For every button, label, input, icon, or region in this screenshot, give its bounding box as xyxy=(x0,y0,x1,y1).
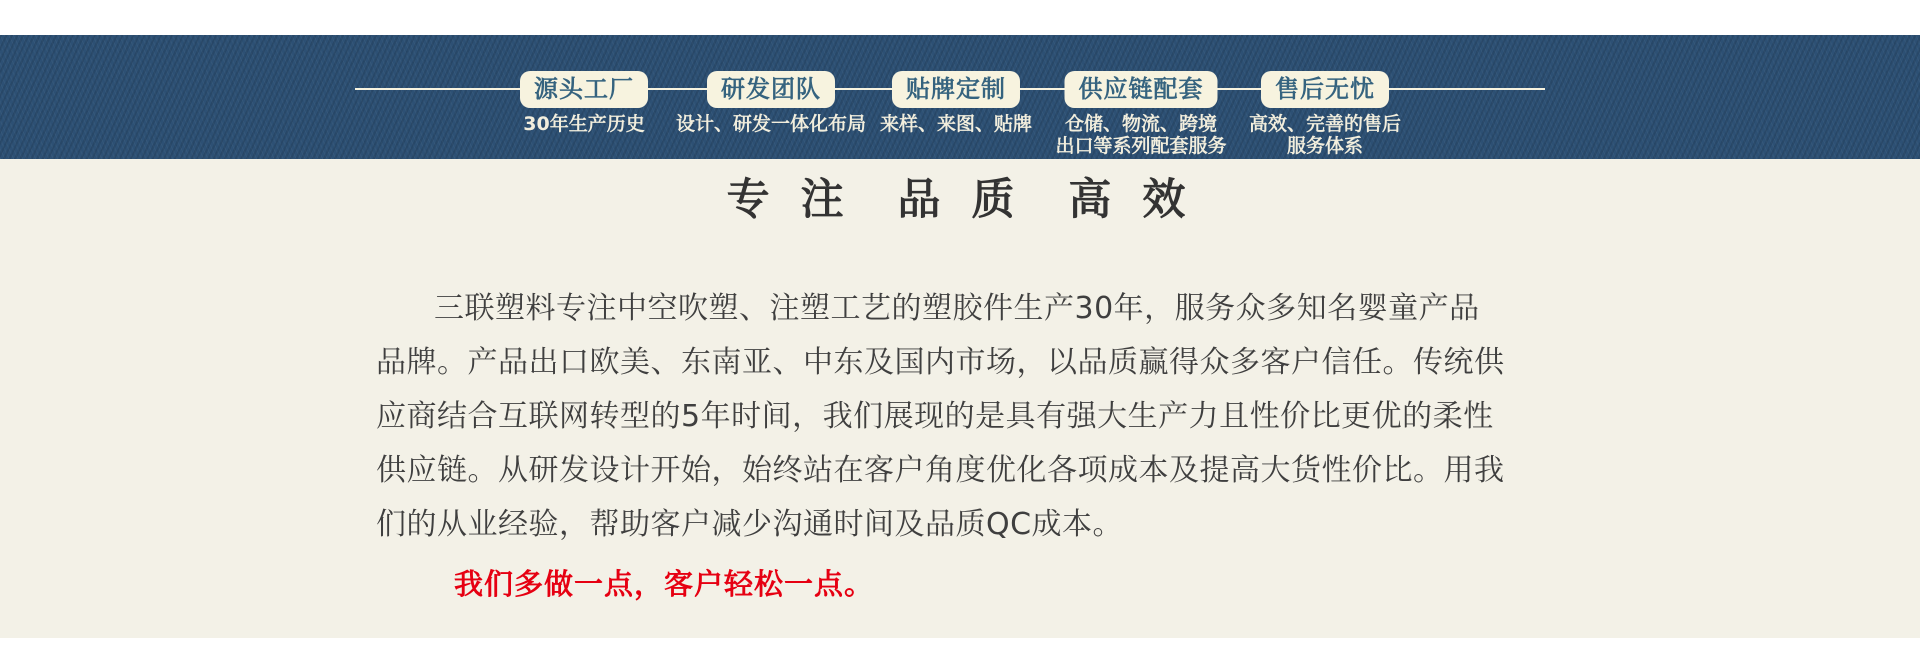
badge-title: 源头工厂 xyxy=(534,75,634,103)
badge-pill xyxy=(1064,71,1217,108)
badge-title: 售后无忧 xyxy=(1274,75,1375,103)
badge-title: 研发团队 xyxy=(720,75,821,103)
badge-desc: 仓储、物流、跨境 出口等系列配套服务 xyxy=(1055,113,1227,157)
intro-line: 品牌。产品出口欧美、东南亚、中东及国内市场，以品质赢得众多客户信任。传统供 xyxy=(376,344,1505,380)
slogan-text: 我们多做一点，客户轻松一点。 xyxy=(454,566,875,601)
badge-desc: 来样、来图、贴牌 xyxy=(879,113,1033,135)
badge-source-factory xyxy=(520,71,648,135)
badge-pill xyxy=(520,71,648,108)
intro-line: 们的从业经验，帮助客户减少沟通时间及品质QC成本。 xyxy=(376,506,1124,542)
intro-line: 应商结合互联网转型的5年时间，我们展现的是具有强大生产力且性价比更优的柔性 xyxy=(376,398,1494,434)
qualities-banner xyxy=(0,35,1920,159)
badge-supply-chain xyxy=(1055,71,1226,157)
badge-rd-team xyxy=(676,71,866,135)
badge-title: 供应链配套 xyxy=(1078,75,1204,103)
badge-desc: 高效、完善的售后 服务体系 xyxy=(1248,113,1402,157)
badge-pill xyxy=(707,71,835,108)
badge-after-sales xyxy=(1249,71,1401,157)
badge-pill xyxy=(892,71,1020,108)
intro-paragraph xyxy=(376,282,1544,552)
badge-desc: 30年生产历史 xyxy=(523,113,645,135)
badge-oem-custom xyxy=(880,71,1032,135)
badge-desc: 设计、研发一体化布局 xyxy=(675,113,867,135)
intro-line: 供应链。从研发设计开始，始终站在客户角度优化各项成本及提高大货性价比。用我 xyxy=(376,452,1505,488)
intro-line: 三联塑料专注中空吹塑、注塑工艺的塑胶件生产30年，服务众多知名婴童产品 xyxy=(434,290,1480,326)
section-title: 专 注 品 质 高 效 xyxy=(726,175,1194,225)
intro-section xyxy=(0,159,1920,638)
badge-title: 贴牌定制 xyxy=(905,75,1006,103)
badge-pill xyxy=(1261,71,1389,108)
